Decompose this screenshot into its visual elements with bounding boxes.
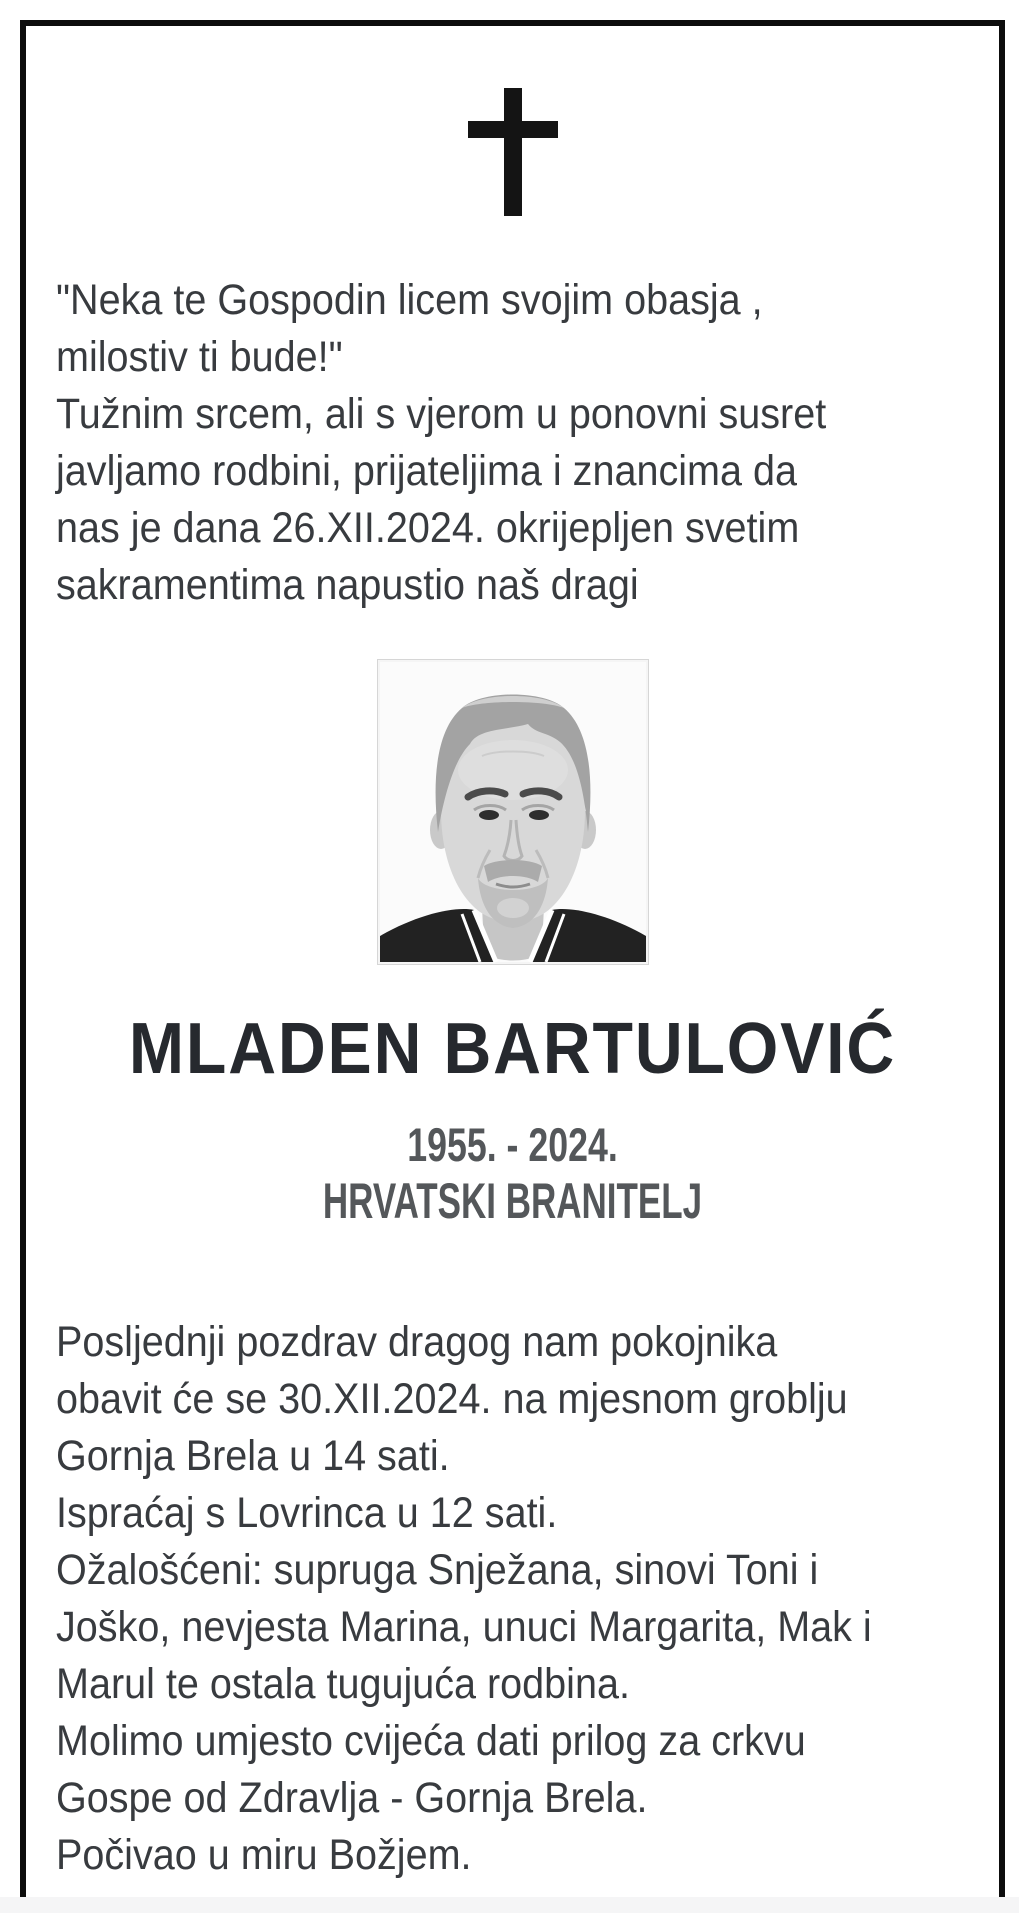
quote-line: milostiv ti bude!" [56, 333, 343, 381]
details-line: Molimo umjesto cvijeća dati prilog za crkvu [56, 1717, 806, 1765]
life-years: 1955. - 2024. [407, 1118, 618, 1171]
announcement-line: sakramentima napustio naš dragi [56, 561, 639, 609]
details-line: Ispraćaj s Lovrinca u 12 sati. [56, 1489, 558, 1537]
announcement-line: javljamo rodbini, prijateljima i znancima da [56, 447, 797, 495]
cross-vertical-bar [504, 88, 522, 216]
cross-horizontal-bar [468, 121, 558, 138]
details-line: obavit će se 30.XII.2024. na mjesnom groblju [56, 1375, 848, 1423]
latin-cross-icon [468, 88, 558, 216]
veteran-title: HRVATSKI BRANITELJ [322, 1173, 703, 1229]
details-line: Joško, nevjesta Marina, unuci Margarita, Mak i [56, 1603, 872, 1651]
intro-text [56, 272, 1019, 614]
details-line: Gospe od Zdravlja - Gornja Brela. [56, 1774, 648, 1822]
page-bottom-strip [0, 1897, 1019, 1913]
deceased-name: MLADEN BARTULOVIĆ [128, 1009, 897, 1089]
announcement-line: Tužnim srcem, ali s vjerom u ponovni susret [56, 390, 827, 438]
funeral-details-text [56, 1314, 1019, 1884]
details-line: Počivao u miru Božjem. [56, 1831, 472, 1879]
announcement-line: nas je dana 26.XII.2024. okrijepljen svetim [56, 504, 800, 552]
details-line: Ožalošćeni: supruga Snježana, sinovi Toni i [56, 1546, 819, 1594]
obituary-frame [20, 20, 1005, 1902]
details-line: Gornja Brela u 14 sati. [56, 1432, 450, 1480]
deceased-portrait-drawing [378, 660, 648, 964]
details-line: Posljednji pozdrav dragog nam pokojnika [56, 1318, 778, 1366]
quote-line: "Neka te Gospodin licem svojim obasja , [56, 276, 763, 324]
deceased-photo [377, 659, 649, 965]
details-line: Marul te ostala tugujuća rodbina. [56, 1660, 630, 1708]
